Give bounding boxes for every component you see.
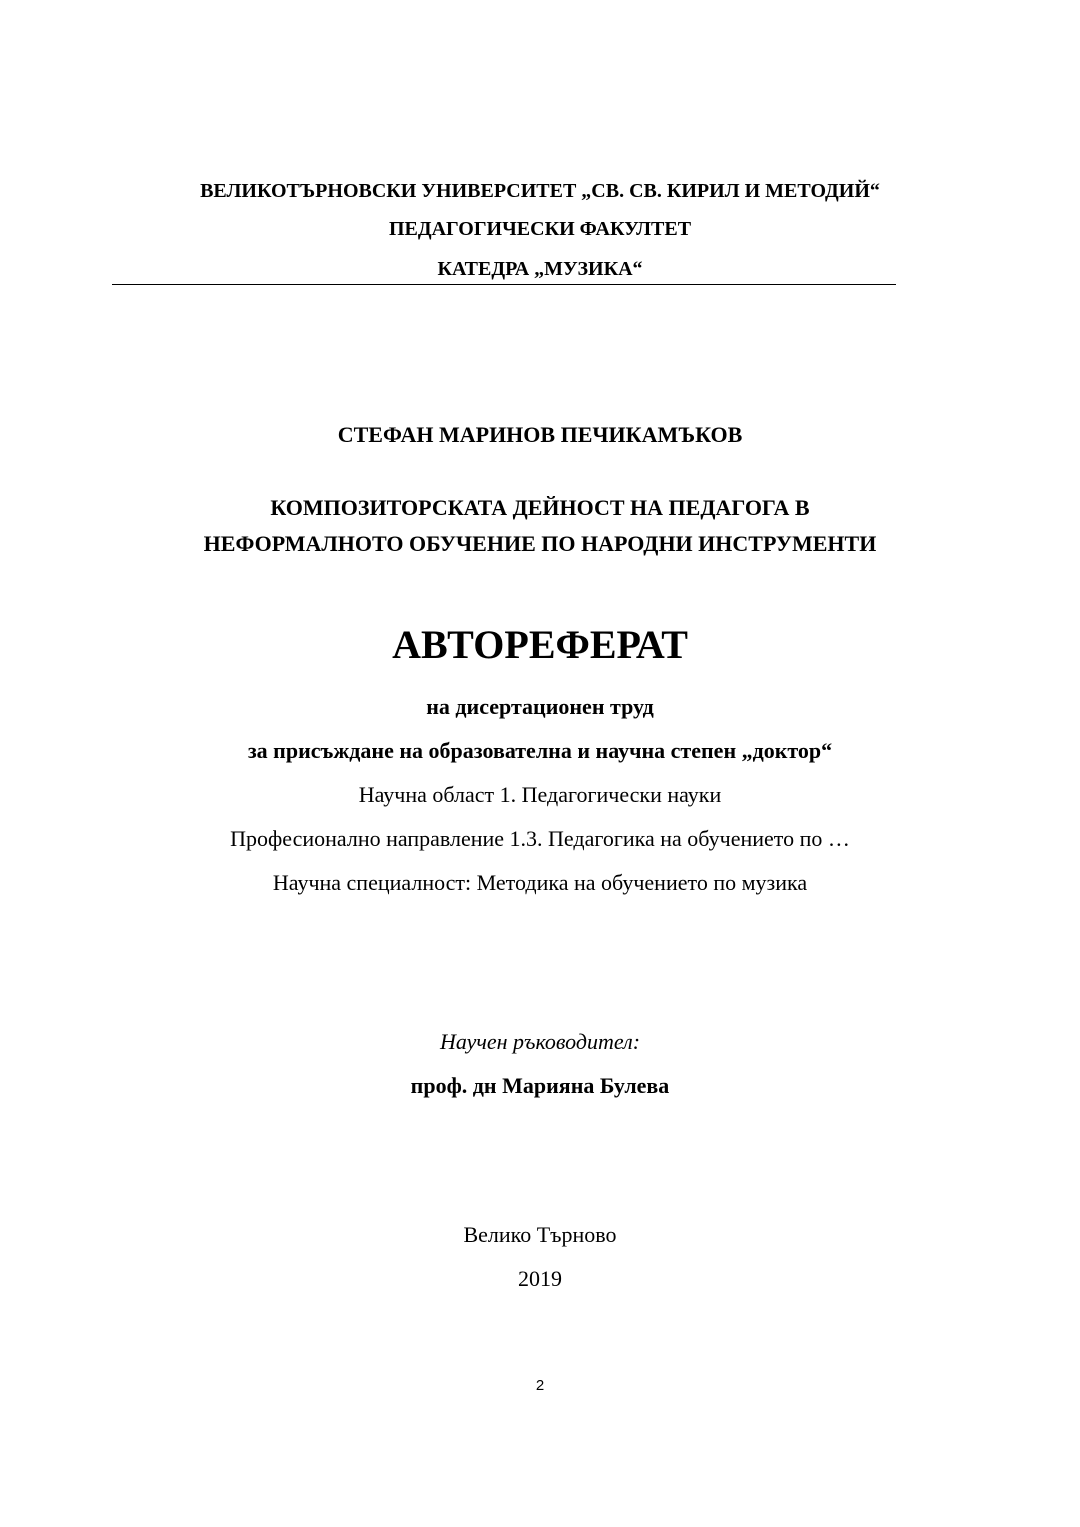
faculty-name: ПЕДАГОГИЧЕСКИ ФАКУЛТЕТ xyxy=(388,218,692,240)
subtitle-line-2: за присъждане на образователна и научна степен „доктор“ xyxy=(247,738,833,763)
scientific-field: Научна област 1. Педагогически науки xyxy=(358,782,722,807)
thesis-title-line-2: НЕФОРМАЛНОТО ОБУЧЕНИЕ ПО НАРОДНИ ИНСТРУМЕНТИ xyxy=(203,531,877,556)
header-divider xyxy=(112,284,896,285)
supervisor-label: Научен ръководител: xyxy=(439,1029,641,1054)
thesis-title-line-1: КОМПОЗИТОРСКАТА ДЕЙНОСТ НА ПЕДАГОГА В xyxy=(270,495,810,520)
document-type-heading: АВТОРЕФЕРАТ xyxy=(392,622,688,667)
department-name: КАТЕДРА „МУЗИКА“ xyxy=(437,258,643,280)
university-name: ВЕЛИКОТЪРНОВСКИ УНИВЕРСИТЕТ „СВ. СВ. КИРИЛ И МЕТОДИЙ“ xyxy=(200,180,880,202)
supervisor-name: проф. дн Марияна Булева xyxy=(410,1073,670,1098)
subtitle-line-1: на дисертационен труд xyxy=(426,694,654,719)
author-name: СТЕФАН МАРИНОВ ПЕЧИКАМЪКОВ xyxy=(337,422,743,447)
professional-direction: Професионално направление 1.3. Педагогика на обучението по … xyxy=(230,826,850,851)
place-of-publication: Велико Търново xyxy=(463,1222,617,1247)
publication-year: 2019 xyxy=(518,1266,562,1291)
page-number: 2 xyxy=(535,1377,545,1394)
scientific-specialty: Научна специалност: Методика на обучението по музика xyxy=(272,870,808,895)
